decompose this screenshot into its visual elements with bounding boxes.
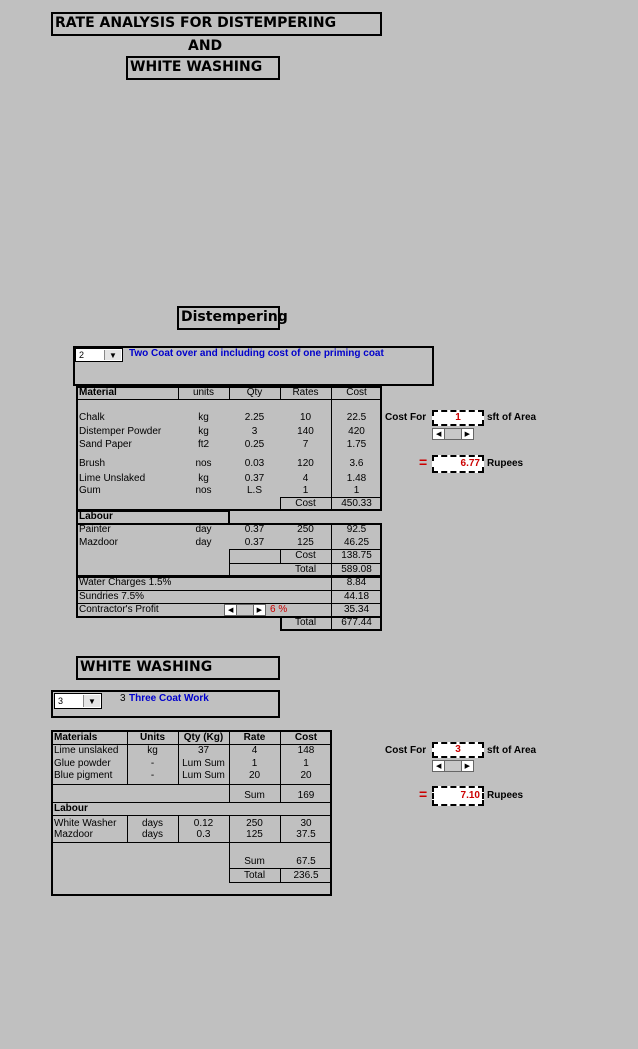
whitewash-title: WHITE WASHING xyxy=(80,659,213,675)
whitewash-coat-select[interactable] xyxy=(54,693,102,709)
distemper-water: 8.84 xyxy=(346,577,367,588)
distemper-rupees: Rupees xyxy=(487,458,524,469)
whitewash-lab-sum-label: Sum xyxy=(244,856,265,867)
distemper-grand-label: Total xyxy=(294,617,317,628)
distemper-cost-for-label: Cost For xyxy=(385,412,427,423)
distemper-coat-desc: Two Coat over and including cost of one priming coat xyxy=(129,348,384,359)
chevron-down-icon[interactable]: ▼ xyxy=(83,695,100,707)
distemper-result: 6.77 xyxy=(460,458,480,469)
distemper-grand: 677.44 xyxy=(341,617,372,628)
distemper-title: Distempering xyxy=(181,309,288,325)
whitewash-equals: = xyxy=(419,786,428,802)
distemper-area-label: sft of Area xyxy=(487,412,537,423)
distemper-col-qty: Qty xyxy=(246,387,263,398)
scroll-left-icon[interactable]: ◀ xyxy=(225,605,237,615)
scroll-thumb[interactable] xyxy=(445,429,460,439)
distemper-coat-select-value: 2 xyxy=(79,350,85,360)
whitewash-total-label: Total xyxy=(243,870,266,881)
whitewash-labour-label: Labour xyxy=(54,803,88,814)
distemper-labour-label: Labour xyxy=(79,511,113,522)
distemper-col-material: Material xyxy=(79,387,117,398)
distemper-mat-cost: 450.33 xyxy=(341,498,372,509)
distemper-mat-cost-label: Cost xyxy=(295,498,316,509)
whitewash-sum-label: Sum xyxy=(244,790,265,801)
distemper-sundries-label: Sundries 7.5% xyxy=(79,591,145,602)
distemper-area-input[interactable] xyxy=(432,410,484,426)
distemper-total-label: Total xyxy=(294,564,317,575)
whitewash-coat-select-value: 3 xyxy=(58,696,64,706)
whitewash-coat-num: 3 xyxy=(120,693,126,704)
distemper-result-box xyxy=(432,455,484,473)
whitewash-sum: 169 xyxy=(297,790,315,801)
whitewash-coat-desc: Three Coat Work xyxy=(129,693,209,704)
distemper-profit: 35.34 xyxy=(343,604,370,615)
distemper-lab-cost: 138.75 xyxy=(341,550,372,561)
scroll-left-icon[interactable]: ◀ xyxy=(433,761,445,771)
whitewash-area-input[interactable] xyxy=(432,742,484,758)
scroll-left-icon[interactable]: ◀ xyxy=(433,429,445,439)
distemper-col-rates: Rates xyxy=(292,387,319,398)
whitewash-rupees: Rupees xyxy=(487,790,524,801)
whitewash-area-scrollbar[interactable] xyxy=(432,760,474,772)
header-line1: RATE ANALYSIS FOR DISTEMPERING xyxy=(55,15,337,31)
scroll-thumb[interactable] xyxy=(445,761,460,771)
header-line3: WHITE WASHING xyxy=(130,59,263,75)
whitewash-col-materials: Materials xyxy=(54,732,98,743)
whitewash-col-units: Units xyxy=(140,732,165,743)
whitewash-area-qty: 3 xyxy=(455,744,461,755)
distemper-sundries: 44.18 xyxy=(343,591,370,602)
whitewash-col-cost: Cost xyxy=(294,732,318,743)
whitewash-lab-sum: 67.5 xyxy=(296,856,316,867)
chevron-down-icon[interactable]: ▼ xyxy=(104,350,121,360)
scroll-right-icon[interactable]: ▶ xyxy=(461,761,473,771)
whitewash-col-qty: Qty (Kg) xyxy=(183,732,224,743)
distemper-area-qty: 1 xyxy=(455,412,461,423)
whitewash-total: 236.5 xyxy=(293,870,319,881)
distemper-total: 589.08 xyxy=(341,564,372,575)
scroll-thumb[interactable] xyxy=(237,605,252,615)
scroll-right-icon[interactable]: ▶ xyxy=(461,429,473,439)
distemper-col-units: units xyxy=(192,387,215,398)
distemper-profit-label: Contractor's Profit xyxy=(79,604,159,615)
whitewash-area-label: sft of Area xyxy=(487,745,537,756)
whitewash-result: 7.10 xyxy=(460,790,480,801)
distemper-profit-pct: 6 % xyxy=(270,604,288,615)
distemper-area-scrollbar[interactable] xyxy=(432,428,474,440)
scroll-right-icon[interactable]: ▶ xyxy=(253,605,265,615)
profit-scrollbar[interactable] xyxy=(224,604,266,616)
distemper-water-label: Water Charges 1.5% xyxy=(79,577,172,588)
whitewash-result-box xyxy=(432,786,484,806)
header-line2: AND xyxy=(188,38,223,54)
distemper-equals: = xyxy=(419,454,428,470)
whitewash-col-rate: Rate xyxy=(243,732,266,743)
distemper-col-cost: Cost xyxy=(346,387,367,398)
distemper-coat-select[interactable] xyxy=(75,348,123,362)
distemper-lab-cost-label: Cost xyxy=(295,550,316,561)
whitewash-cost-for-label: Cost For xyxy=(385,745,427,756)
